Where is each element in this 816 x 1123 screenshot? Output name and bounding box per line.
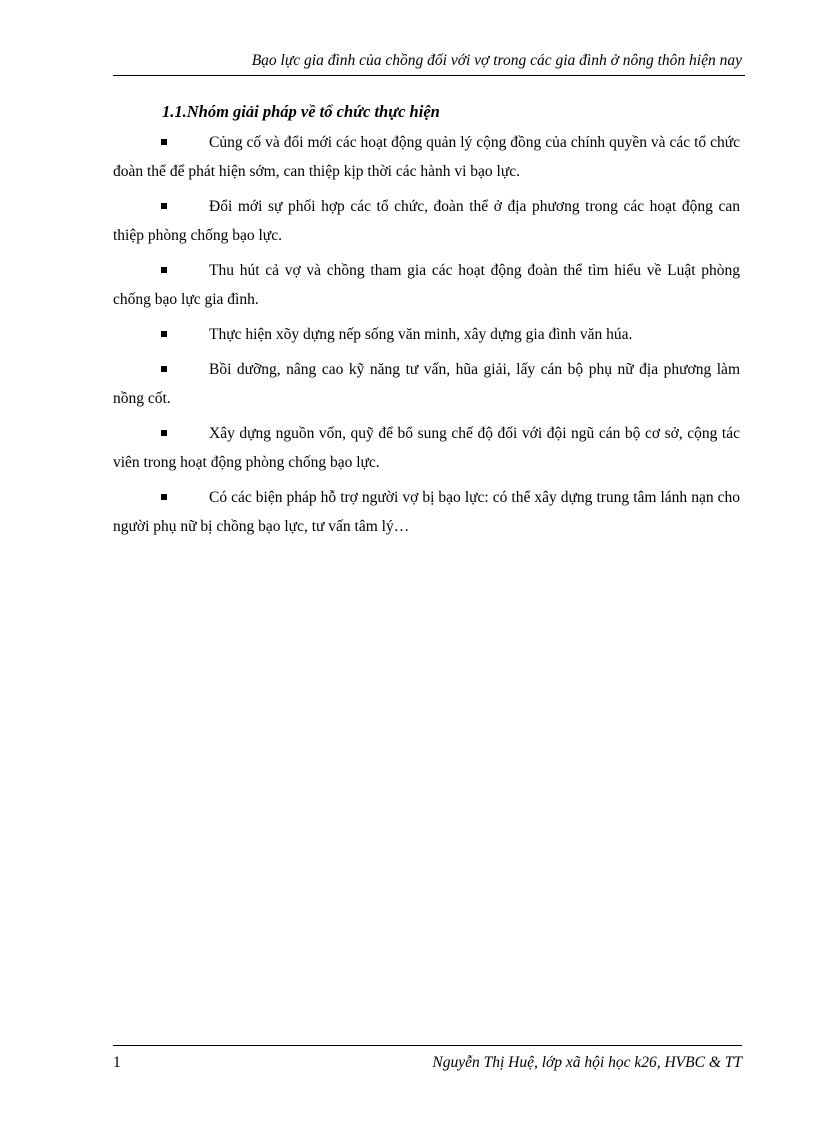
list-item	[113, 256, 740, 314]
list-item	[113, 355, 740, 413]
footer-author: Nguyễn Thị Huệ, lớp xã hội học k26, HVBC & TT	[432, 1054, 742, 1071]
list-item-text: Củng cố và đổi mới các hoạt động quản lý cộng đồng của chính quyền và các tổ chức đoàn thể để phát hiện sớm, can thiệp kịp thời các hành vi bạo lực.	[113, 134, 740, 180]
list-item-text: Thực hiện xõy dựng nếp sống văn minh, xây dựng gia đình văn húa.	[209, 326, 633, 343]
header-divider	[113, 75, 745, 76]
square-bullet-icon	[161, 331, 167, 337]
page-number: 1	[113, 1054, 121, 1071]
footer-divider	[113, 1045, 742, 1046]
list-item	[113, 128, 740, 186]
square-bullet-icon	[161, 430, 167, 436]
square-bullet-icon	[161, 139, 167, 145]
list-item-text: Đổi mới sự phối hợp các tổ chức, đoàn thể ở địa phương trong các hoạt động can thiệp phòng chống bạo lực.	[113, 198, 740, 244]
list-item	[113, 320, 740, 349]
list-item	[113, 419, 740, 477]
list-item	[113, 192, 740, 250]
list-item-text: Thu hút cả vợ và chồng tham gia các hoạt động đoàn thể tìm hiểu về Luật phòng chống bạo lực gia đình.	[113, 262, 740, 308]
list-item	[113, 483, 740, 541]
square-bullet-icon	[161, 494, 167, 500]
running-header-title: Bạo lực gia đình của chồng đối với vợ trong các gia đình ở nông thôn hiện nay	[251, 52, 742, 69]
square-bullet-icon	[161, 203, 167, 209]
list-item-text: Bồi dưỡng, nâng cao kỹ năng tư vấn, hũa giải, lấy cán bộ phụ nữ địa phương làm nồng cốt.	[113, 361, 740, 407]
list-item-text: Có các biện pháp hỗ trợ người vợ bị bạo lực: có thể xây dựng trung tâm lánh nạn cho người phụ nữ bị chồng bạo lực, tư vấn tâm lý…	[113, 489, 740, 535]
list-item-text: Xây dựng nguồn vốn, quỹ để bổ sung chế độ đối với đội ngũ cán bộ cơ sở, cộng tác viên trong hoạt động phòng chống bạo lực.	[113, 425, 740, 471]
square-bullet-icon	[161, 366, 167, 372]
section-heading: 1.1.Nhóm giải pháp về tổ chức thực hiện	[162, 102, 440, 121]
solution-list	[113, 128, 740, 547]
square-bullet-icon	[161, 267, 167, 273]
